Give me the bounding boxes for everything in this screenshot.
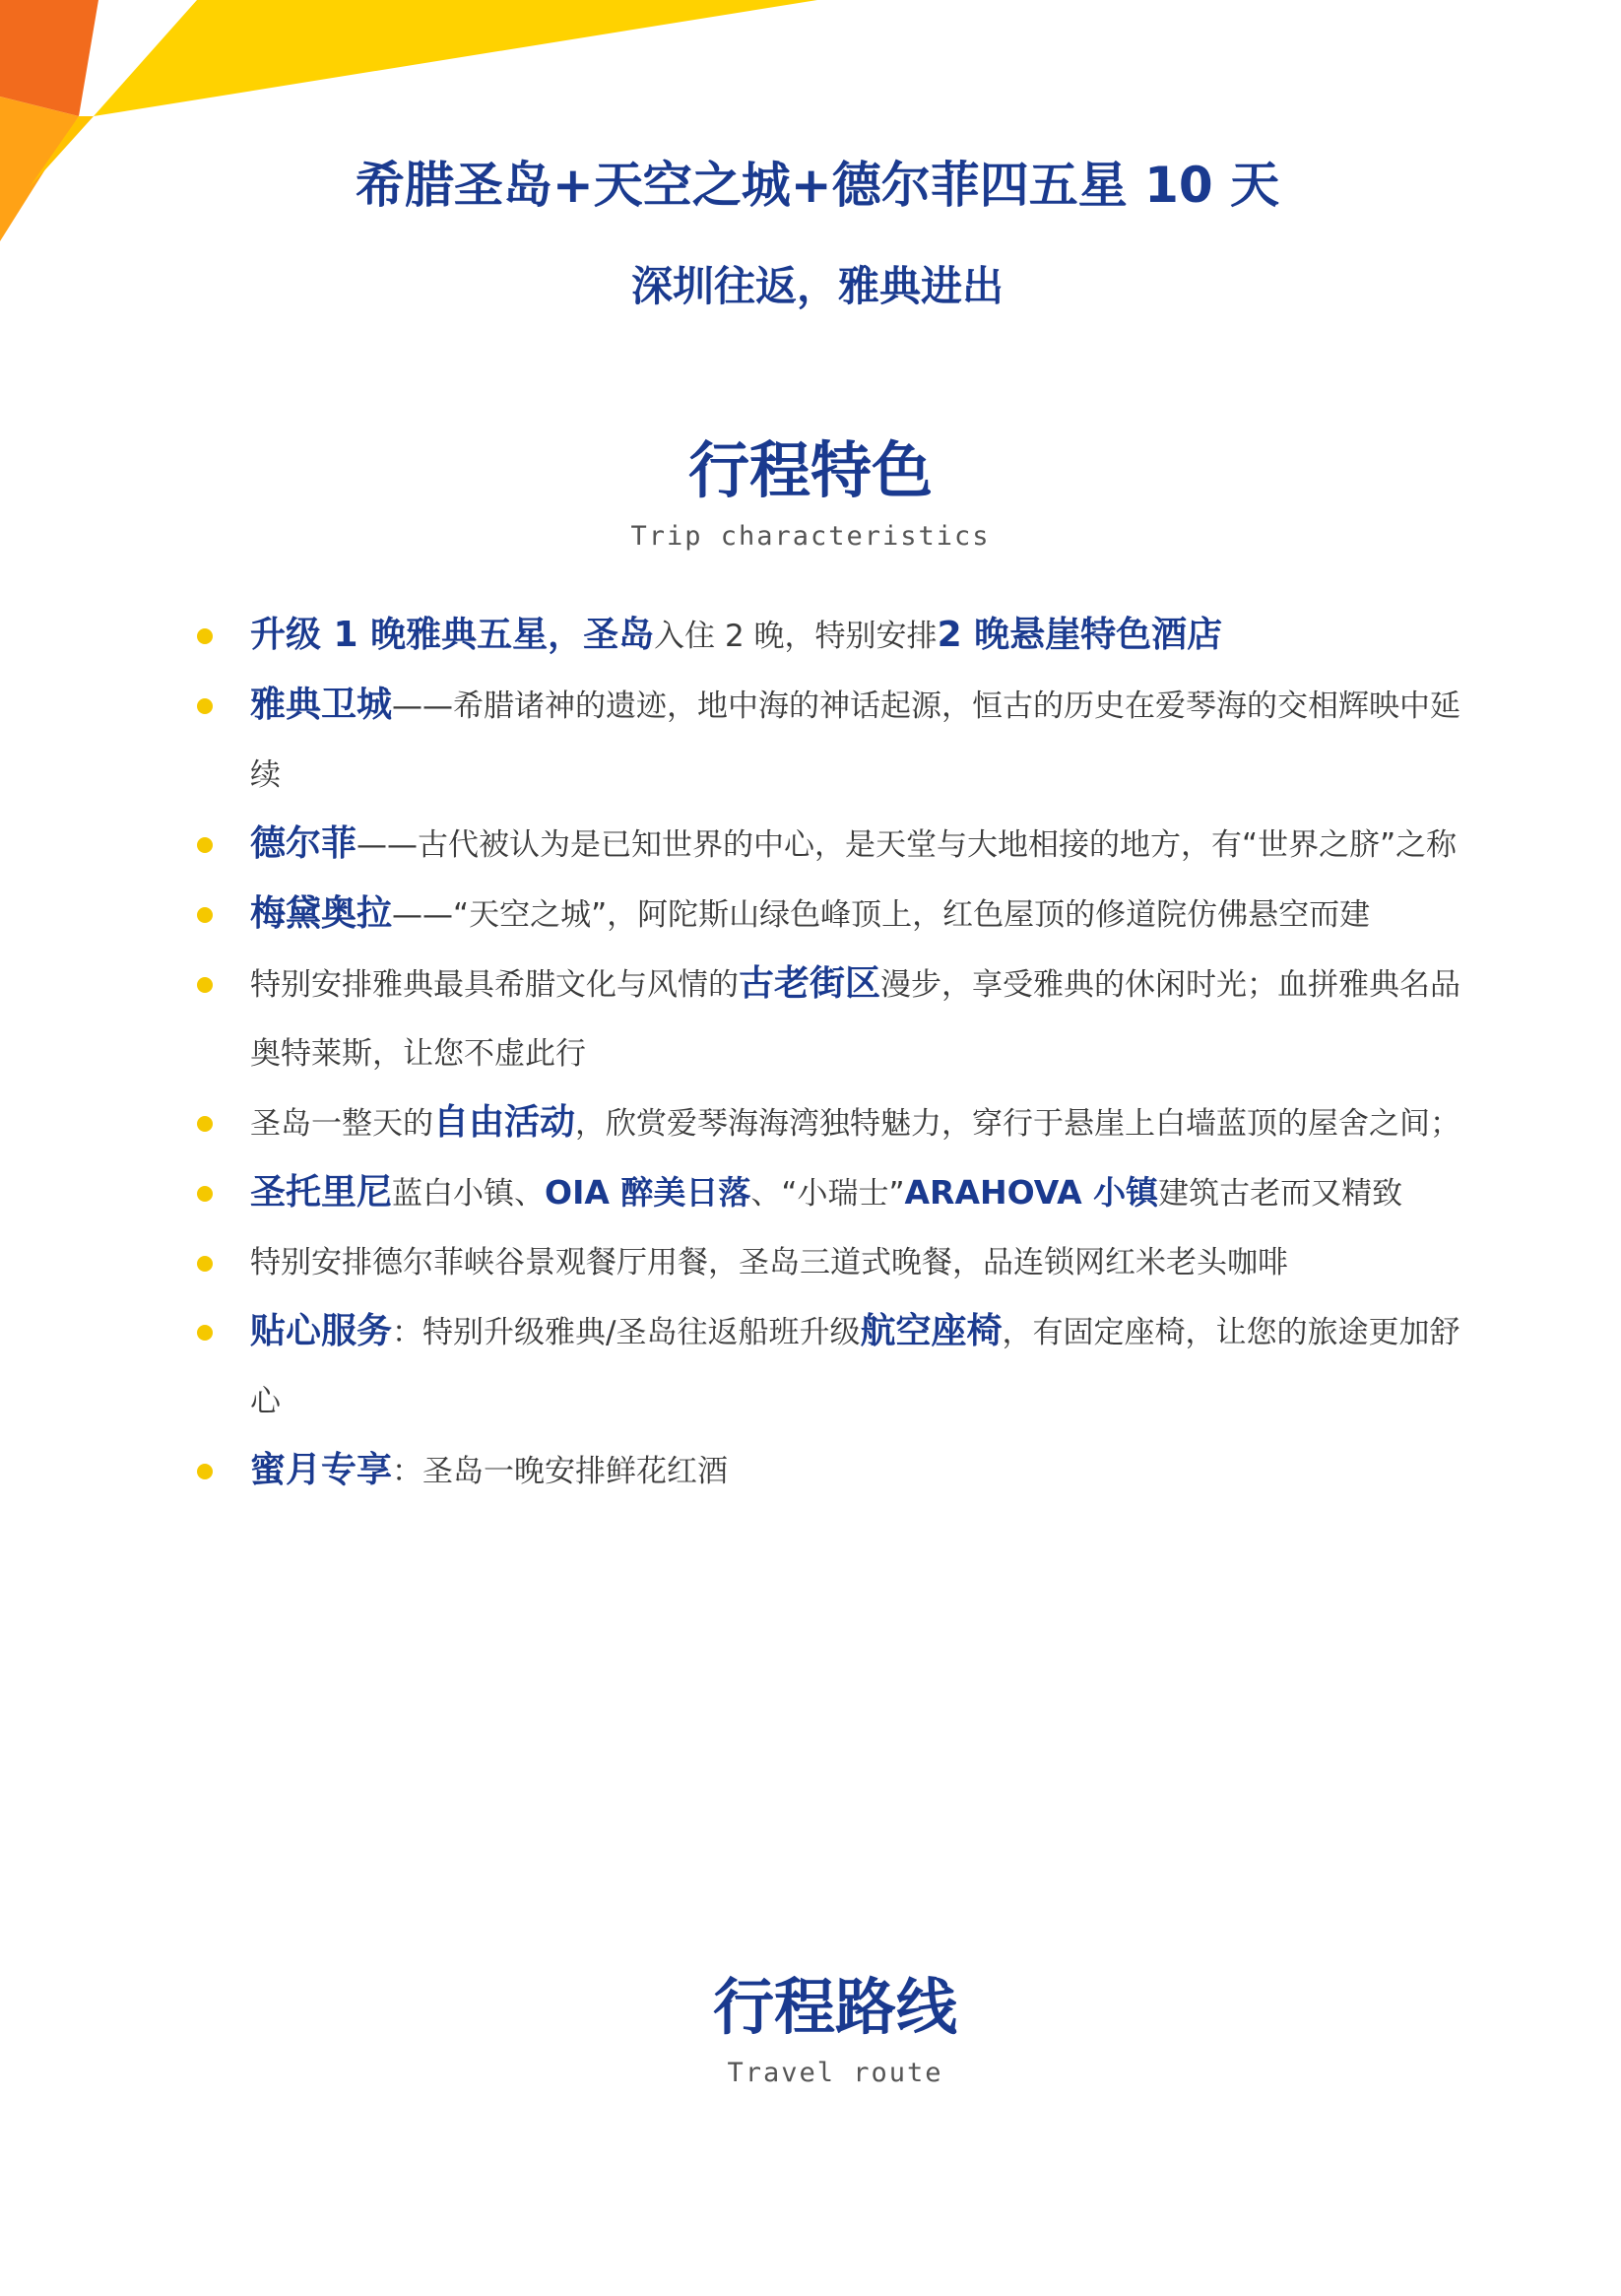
feature-item: [193, 1158, 1473, 1228]
bullet-icon: [197, 1116, 213, 1132]
feature-text: ——希腊诸神的遗迹，地中海的神话起源，恒古的历史在爱琴海的交相辉映中延续: [250, 689, 1461, 793]
feature-highlight: 雅典卫城: [250, 685, 393, 725]
features-title: 行程特色: [687, 434, 933, 506]
feature-text: 圣岛一整天的: [250, 1106, 433, 1142]
feature-highlight: 圣托里尼: [250, 1172, 393, 1213]
feature-text: ——“天空之城”，阿陀斯山绿色峰顶上，红色屋顶的修道院仿佛悬空而建: [392, 897, 1371, 933]
bullet-icon: [197, 628, 213, 644]
feature-item: [193, 1228, 1473, 1297]
feature-text: ：特别升级雅典/圣岛往返船班升级: [392, 1315, 861, 1350]
bullet-icon: [197, 1464, 213, 1479]
features-section-header: [0, 422, 1621, 552]
feature-item: [193, 671, 1473, 810]
feature-item: [193, 950, 1473, 1088]
page-title: 希腊圣岛+天空之城+德尔菲四五星 10 天: [355, 157, 1280, 214]
route-title: 行程路线: [712, 1971, 957, 2043]
feature-text: 入住 2 晚，特别安排: [654, 619, 938, 654]
bullet-icon: [197, 1256, 213, 1272]
feature-item: [193, 601, 1473, 671]
bullet-icon: [197, 977, 213, 993]
feature-text: 特别安排德尔菲峡谷景观餐厅用餐，圣岛三道式晚餐，品连锁网红米老头咖啡: [250, 1245, 1288, 1280]
bullet-icon: [197, 698, 213, 714]
corner-orange-shape: [0, 0, 98, 116]
bullet-icon: [197, 1325, 213, 1341]
bullet-icon: [197, 907, 213, 923]
features-subtitle: Trip characteristics: [630, 521, 991, 552]
feature-text: 建筑古老而又精致: [1158, 1176, 1403, 1212]
features-list: [193, 601, 1473, 1506]
feature-highlight: 航空座椅: [860, 1311, 1003, 1351]
feature-highlight: ARAHOVA 小镇: [904, 1173, 1159, 1212]
feature-highlight: 梅黛奥拉: [250, 893, 393, 934]
feature-highlight: OIA 醉美日落: [545, 1173, 751, 1212]
corner-yellow-shape: [94, 0, 817, 116]
bullet-icon: [197, 1186, 213, 1202]
feature-item: [193, 1088, 1473, 1158]
feature-highlight: 德尔菲: [250, 823, 357, 864]
feature-text: 蓝白小镇、: [392, 1176, 546, 1212]
route-section-header: [0, 1958, 1621, 2088]
feature-highlight: 升级 1 晚雅典五星，圣岛: [250, 615, 655, 655]
route-subtitle: Travel route: [727, 2058, 943, 2088]
feature-highlight: 古老街区: [739, 963, 881, 1004]
feature-text: ，有固定座椅，让您的旅途更加舒心: [250, 1315, 1460, 1419]
feature-highlight: 蜜月专享: [250, 1450, 393, 1490]
corner-decoration: [0, 0, 817, 256]
feature-text: 特别安排雅典最具希腊文化与风情的: [250, 967, 739, 1003]
page-subtitle: 深圳往返，雅典进出: [630, 262, 1004, 310]
feature-highlight: 2 晚悬崖特色酒店: [937, 615, 1223, 655]
feature-text: 漫步，享受雅典的休闲时光；血拼雅典名品奥特莱斯，让您不虚此行: [250, 967, 1461, 1072]
bullet-icon: [197, 837, 213, 853]
feature-item: [193, 880, 1473, 950]
feature-text: ——古代被认为是已知世界的中心，是天堂与大地相接的地方，有“世界之脐”之称: [357, 827, 1458, 863]
feature-text: ：圣岛一晚安排鲜花红酒: [392, 1454, 729, 1489]
feature-item: [193, 810, 1473, 880]
feature-text: ，欣赏爱琴海海湾独特魅力，穿行于悬崖上白墙蓝顶的屋舍之间；: [575, 1106, 1461, 1142]
feature-highlight: 贴心服务: [250, 1311, 393, 1351]
feature-item: [193, 1436, 1473, 1506]
feature-item: [193, 1297, 1473, 1436]
feature-text: 、“小瑞士”: [750, 1176, 905, 1212]
feature-highlight: 自由活动: [433, 1102, 576, 1143]
